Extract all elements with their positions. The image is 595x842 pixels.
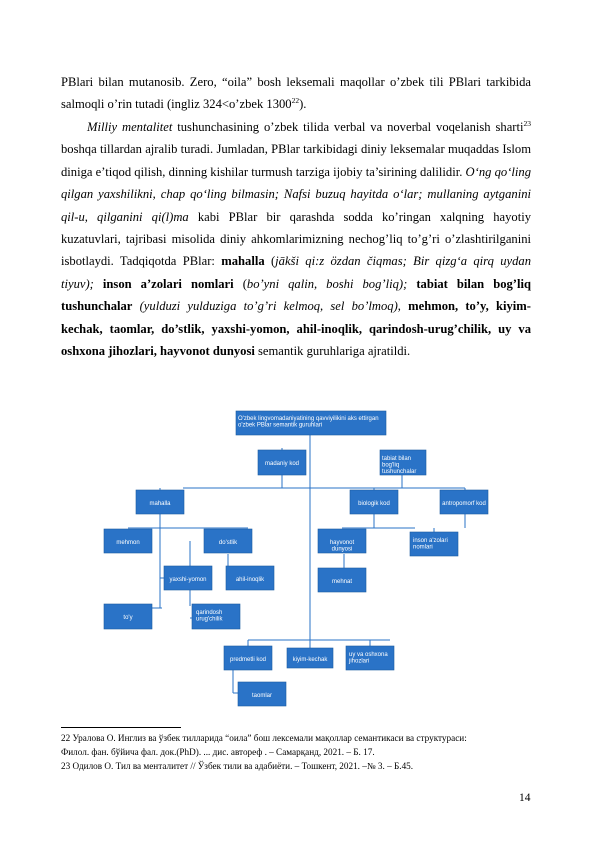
node-dostlik: [204, 529, 252, 553]
node-inson-azolari-label: inson a'zolari nomlari: [413, 538, 448, 551]
node-uy-oshxona: [346, 646, 394, 670]
node-predmetli-kod-label: predmetli kod: [229, 657, 267, 663]
page-number: 14: [519, 792, 531, 804]
paragraph-2: [61, 116, 531, 362]
group-mahalla: mahalla: [221, 254, 265, 269]
footnote-22-line2: Филол. фан. бўйича фал. док.(PhD). ... дис. автореф . – Самарқанд, 2021. – Б. 17.: [61, 747, 375, 758]
text-run: boshqa tillardan ajralib turadi. Jumladan, PBlar tarkibidagi diniy leksemalar muqaddas Islom diniga e’tiqod qilish, dinning kishilar turmush tarziga ijobiy ta’sirining dalilidir.: [61, 142, 531, 179]
node-mehmon: [104, 529, 152, 553]
example-mahalla: jākši qi:z özdan čiqmas; Bir qizg‘a qirq uydan tiyuv);: [61, 254, 532, 291]
node-qarindosh: [192, 604, 240, 629]
footnote-separator: [61, 727, 181, 728]
node-taomlar: [238, 682, 286, 706]
node-root-label: O'zbek lingvomadaniyatining qavviyilikini aks ettirgan o'zbek PBlar semantik guruhlari: [238, 416, 379, 429]
example-inson-azolari: bo’yni qalin, boshi bog’liq);: [246, 276, 408, 291]
group-list: mehmon, to’y, kiyim-kechak, taomlar, do’stlik, yaxshi-yomon, ahil-inoqlik, qarindosh-urug’chilik, uy va oshxona jihozlari, hayvonot dunyosi: [61, 299, 531, 359]
node-toy-label: to'y: [123, 615, 133, 621]
paragraph-1-text: PBlari bilan mutanosib. Zero, “oila” bosh leksemali maqollar o’zbek tili PBlari tarkibida salmoqli o’rin tutadi (ingliz 324<o’zbek 1300: [61, 75, 531, 112]
text-run: [407, 277, 416, 291]
node-biologik-kod-label: biologik kod: [358, 501, 390, 507]
paragraph-1: [61, 71, 531, 116]
text-run: ,: [397, 299, 409, 314]
node-mehmon-label: mehmon: [116, 540, 140, 546]
paragraph-1-end: ).: [299, 97, 307, 112]
node-antropomorf-kod: [440, 490, 488, 514]
node-madaniy-kod: [258, 450, 306, 475]
text-run: (: [264, 254, 276, 269]
semantic-groups-diagram: [100, 408, 500, 708]
node-mahalla-label: mahalla: [149, 501, 171, 507]
footnote-ref-22[interactable]: 22: [291, 96, 300, 106]
text-run: [132, 299, 139, 313]
node-madaniy-kod-label: madaniy kod: [264, 461, 300, 467]
node-kiyim-kechak-label: kiyim-kechak: [292, 657, 328, 663]
example-proverbs-religion: O‘ng qo‘ling qilgan yaxshilikni, chap qo‘ling bilmasin; Nafsi buzuq hayitda o‘lar; mullaning aytganini qil-u, qilganini qi(l)ma: [61, 164, 531, 224]
term-milliy-mentalitet: Milliy mentalitet: [87, 120, 173, 134]
text-run: semantik guruhlariga ajratildi.: [254, 344, 411, 359]
node-ahil-inoqlik-label: ahil-inoqlik: [235, 577, 265, 583]
group-inson-azolari: inson a’zolari nomlari: [102, 276, 234, 291]
node-predmetli-kod: [224, 646, 272, 670]
node-mahalla: [136, 490, 184, 514]
text-run: [94, 277, 103, 291]
node-kiyim-kechak: [287, 648, 333, 668]
footnote-23: 23 Одилов О. Тил ва менталитет // Ўзбек тили ва адабиёти. – Тошкент, 2021. –№ 3. – Б.45.: [61, 761, 414, 772]
node-mehnat: [318, 568, 366, 592]
node-toy: [104, 604, 152, 629]
example-tabiat: (yulduzi yulduziga to’g’ri kelmoq, sel bo’lmoq): [139, 299, 398, 314]
node-biologik-kod: [350, 490, 398, 514]
node-uy-oshxona-label: uy va oshxona jihozlari: [349, 652, 388, 665]
node-dostlik-label: do'stlik: [218, 540, 238, 546]
footnote-22-line1: 22 Уралова О. Инглиз ва ўзбек тилларида “оила” бош лексемали мақоллар семантикаси ва структураси:: [61, 733, 467, 743]
footnote-ref-23[interactable]: 23: [523, 118, 531, 128]
node-mehnat-label: mehnat: [331, 579, 353, 585]
node-yaxshi-yomon: [164, 566, 212, 590]
group-tabiat: tabiat bilan bog’liq tushunchalar: [61, 276, 531, 314]
text-run: tushunchasining o’zbek tilida verbal va noverbal voqelanish sharti: [172, 120, 524, 134]
node-tabiat: [380, 450, 426, 475]
node-hayvonot: [318, 529, 366, 553]
node-antropomorf-kod-label: antropomorf kod: [442, 501, 486, 507]
node-tabiat-label: tabiat bilan bog'liq tushunchalar: [382, 456, 417, 475]
node-inson-azolari: [410, 532, 458, 556]
node-hayvonot-label: hayvonot dunyosi: [329, 540, 355, 553]
node-qarindosh-label: qarindosh urug'chilik: [196, 610, 223, 623]
node-yaxshi-yomon-label: yaxshi-yomon: [169, 577, 207, 583]
text-run: kabi PBlar bir qarashda sodda ko’ringan xalqning hayotiy kuzatuvlari, tajribasi misolida diniy ahkomlarimizning nechog’liq to’g’ri o’zlashtirilganini isbotlaydi. Tadqiqotda PBlar:: [61, 209, 531, 269]
node-ahil-inoqlik: [226, 566, 274, 590]
node-root: [236, 411, 386, 435]
text-run: (: [233, 276, 247, 291]
node-taomlar-label: taomlar: [251, 693, 273, 699]
footnotes: [61, 731, 541, 774]
